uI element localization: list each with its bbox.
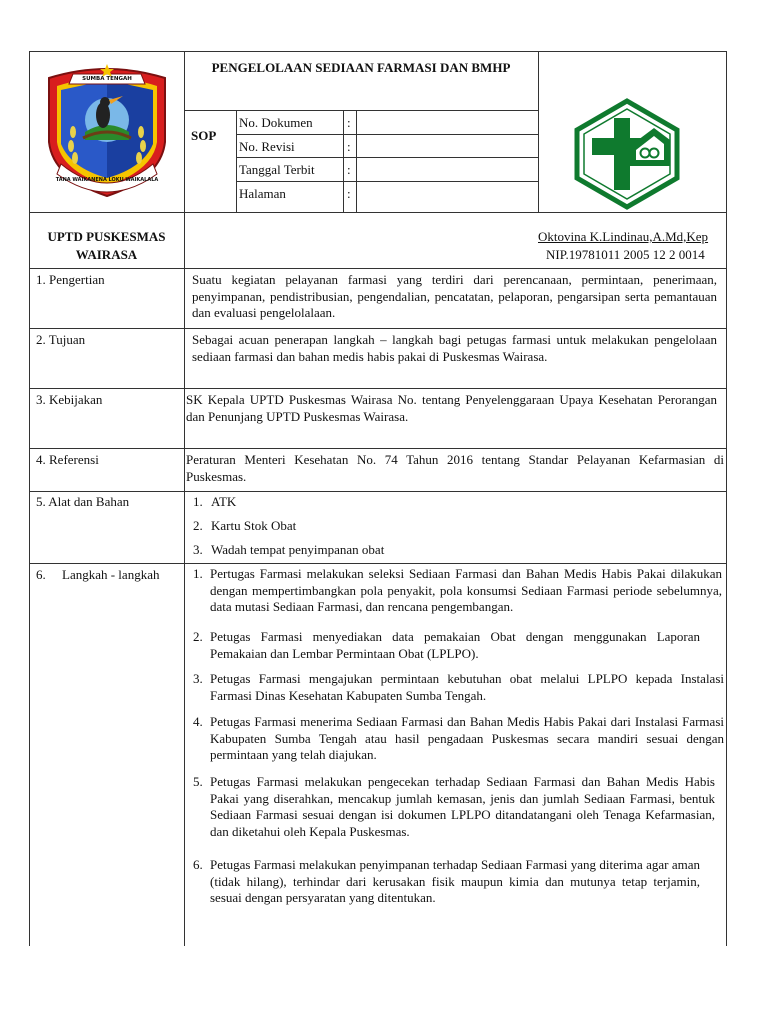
step-number: 2. (193, 629, 203, 644)
column-divider (184, 51, 185, 946)
signer-name: Oktovina K.Lindinau,A.Md,Kep (538, 229, 709, 244)
row-divider-4 (29, 491, 727, 492)
section-label-pengertian: 1. Pengertian (36, 272, 105, 287)
title-underline (184, 110, 538, 111)
org-bottom (29, 268, 727, 269)
revision-label: No. Revisi (239, 139, 295, 154)
issue-date-sep: : (347, 162, 351, 177)
tool-item-text: Wadah tempat penyimpanan obat (211, 542, 385, 557)
section-label-langkah: 6. Langkah - langkah (36, 567, 160, 582)
section-label-kebijakan: 3. Kebijakan (36, 392, 103, 407)
page-label: Halaman (239, 186, 286, 201)
issue-date-label: Tanggal Terbit (239, 162, 315, 177)
step-text: Petugas Farmasi melakukan penyimpanan terhadap Sediaan Farmasi yang diterima agar aman (tidak hilang), terhindar dari kerusakan fisik maupun kimia dan mutunya tetap terjamin, sesuai dengan persyaratan yang ditentukan. (210, 857, 700, 905)
doc-table-col-1 (236, 110, 237, 212)
header-bottom (29, 212, 727, 213)
document-title: PENGELOLAAN SEDIAAN FARMASI DAN BMHP (211, 60, 511, 75)
crest-motto-text: TANA WAIKANENA LOKU WAIKALALA (55, 177, 159, 183)
step-number: 4. (193, 714, 203, 729)
doc-number-label: No. Dokumen (239, 115, 313, 130)
border-left (29, 51, 30, 946)
step-text: Petugas Farmasi mengajukan permintaan kebutuhan obat melalui LPLPO kepada Instalasi Farmasi Dinas Kesehatan Kabupaten Sumba Tengah. (210, 671, 724, 703)
section-label-tujuan: 2. Tujuan (36, 332, 86, 347)
border-right (726, 51, 727, 946)
border-top (29, 51, 727, 52)
step-text: Petugas Farmasi menyediakan data pemakaian Obat dengan menggunakan Laporan Pemakaian dan Lembar Permintaan Obat (LPLPO). (210, 629, 700, 661)
doc-table-col-3 (356, 110, 357, 212)
puskesmas-cross-icon (570, 98, 684, 210)
row-divider-3 (29, 448, 727, 449)
signer-nip: NIP.19781011 2005 12 2 0014 (546, 247, 705, 262)
page-sep: : (347, 186, 351, 201)
step-text: Petugas Farmasi melakukan pengecekan terhadap Sediaan Farmasi dan Bahan Medis Habis Pakai yang diserahkan, mencakup jumlah kemasan, jenis dan jumlah Sediaan Farmasi, bentuk Sediaan Farmasi sesuai dengan isi dokumen LPLPO ditandatangani oleh Tenaga Kefarmasian, dan diketahui oleh Kepala Puskesmas. (210, 774, 715, 839)
section-text-kebijakan: SK Kepala UPTD Puskesmas Wairasa No. tentang Penyelenggaraan Upaya Kesehatan Perorangan dan Penunjang UPTD Puskesmas Wairasa. (186, 392, 717, 424)
org-name-line2: WAIRASA (75, 247, 138, 262)
section-label-referensi: 4. Referensi (36, 452, 99, 467)
step-number: 3. (193, 671, 203, 686)
doc-table-row-1 (236, 134, 538, 135)
step-number: 5. (193, 774, 203, 789)
tool-item-number: 3. (193, 542, 203, 557)
row-divider-5 (29, 563, 727, 564)
puskesmas-logo (570, 98, 684, 210)
sop-label: SOP (191, 128, 217, 143)
doc-table-row-3 (236, 181, 538, 182)
step-number: 6. (193, 857, 203, 872)
doc-table-col-2 (343, 110, 344, 212)
tool-item-text: Kartu Stok Obat (211, 518, 297, 533)
row-divider-2 (29, 388, 727, 389)
row-divider-1 (29, 328, 727, 329)
step-text: Pertugas Farmasi melakukan seleksi Sediaan Farmasi dan Bahan Medis Habis Pakai dilakukan dengan mempertimbangkan pola penyakit, pola konsumsi Sediaan Farmasi periode sebelumnya, data mutasi Sediaan Farmasi, dan rencana pengembangan. (210, 566, 722, 614)
tool-item-number: 2. (193, 518, 203, 533)
tool-item-number: 1. (193, 494, 203, 509)
step-number: 1. (193, 566, 203, 581)
tool-item-text: ATK (211, 494, 237, 509)
step-text: Petugas Farmasi menerima Sediaan Farmasi dan Bahan Medis Habis Pakai dari Instalasi Farmasi Kabupaten Sumba Tengah atau hasil pengadaan Puskesmas secara mandiri sesuai dengan permintaan yang telah diajukan. (210, 714, 724, 762)
org-name-line1: UPTD PUSKESMAS (47, 229, 166, 244)
doc-table-row-2 (236, 157, 538, 158)
revision-sep: : (347, 139, 351, 154)
logo-column-divider (538, 51, 539, 213)
crest-banner-text: SUMBA TENGAH (82, 76, 132, 82)
section-text-referensi: Peraturan Menteri Kesehatan No. 74 Tahun 2016 tentang Standar Pelayanan Kefarmasian di Puskesmas. (186, 452, 724, 484)
section-label-alat-bahan: 5. Alat dan Bahan (36, 494, 130, 509)
doc-number-sep: : (347, 115, 351, 130)
section-text-tujuan: Sebagai acuan penerapan langkah – langkah bagi petugas farmasi untuk melakukan pengelolaan sediaan farmasi dan bahan medis habis pakai di Puskesmas Wairasa. (192, 332, 717, 364)
section-text-pengertian: Suatu kegiatan pelayanan farmasi yang terdiri dari perencanaan, permintaan, penerimaan, penyimpanan, pendistribusian, pengendalian, pencatatan, pelaporan, pengarsipan serta pemantauan dan evaluasi pengelolalaan. (192, 272, 717, 320)
district-crest-logo (43, 60, 171, 200)
